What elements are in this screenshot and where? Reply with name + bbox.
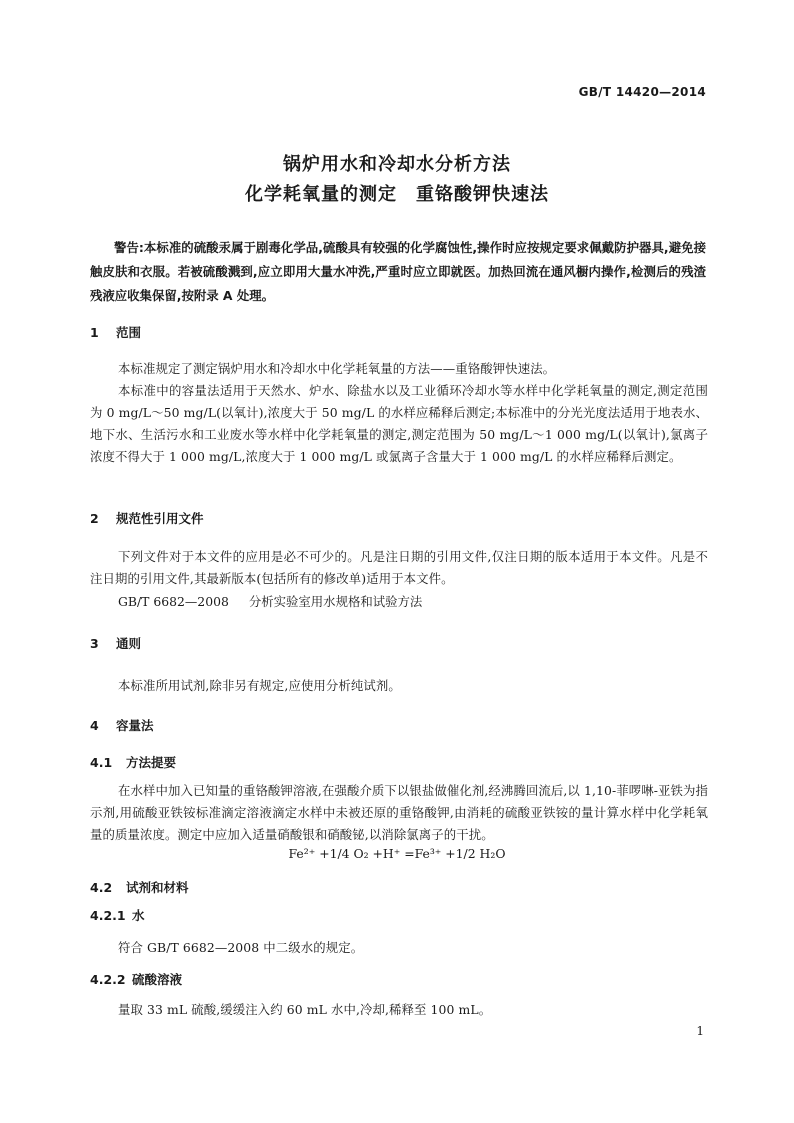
section-title: 规范性引用文件 [116, 511, 204, 526]
section-title: 水 [132, 908, 145, 923]
section-number: 3 [90, 636, 99, 651]
section-number: 4.2 [90, 880, 113, 895]
section-3-heading [90, 634, 141, 652]
section-4-heading [90, 716, 154, 734]
section-4-2-1-heading [90, 906, 145, 924]
section-title: 方法提要 [126, 755, 177, 770]
section-1-paragraph-2: 本标准中的容量法适用于天然水、炉水、除盐水以及工业循环冷却水等水样中化学耗氧量的测定,测定范围为 0 mg/L～50 mg/L(以氧计),浓度大于 50 mg/L 的水样应稀释后测定;本标准中的分光光度法适用于地表水、地下水、生活污水和工业废水等水样中化学耗氧量的测定,测定范围为 50 mg/L～1 000 mg/L(以氧计),氯离子浓度不得大于 1 000 mg/L,浓度大于 1 000 mg/L 或氯离子含量大于 1 000 mg/L 的水样应稀释后测定。 [90, 383, 708, 464]
document-title-line-1: 锅炉用水和冷却水分析方法 [283, 154, 511, 175]
reaction-equation: Fe²⁺ +1/4 O₂ +H⁺ =Fe³⁺ +1/2 H₂O [288, 846, 506, 861]
section-4-2-2-paragraph-1: 量取 33 mL 硫酸,缓缓注入约 60 mL 水中,冷却,稀释至 100 mL。 [118, 1002, 492, 1017]
section-4-2-2-heading [90, 970, 182, 988]
section-title: 硫酸溶液 [132, 972, 183, 987]
document-title-line-2: 化学耗氧量的测定 重铬酸钾快速法 [245, 184, 549, 205]
section-number: 4.1 [90, 755, 113, 770]
section-title: 试剂和材料 [126, 880, 189, 895]
section-title: 容量法 [116, 718, 154, 733]
section-2-paragraph-1: 下列文件对于本文件的应用是必不可少的。凡是注日期的引用文件,仅注日期的版本适用于本文件。凡是不注日期的引用文件,其最新版本(包括所有的修改单)适用于本文件。 [90, 549, 708, 586]
safety-warning: 警告:本标准的硫酸汞属于剧毒化学品,硫酸具有较强的化学腐蚀性,操作时应按规定要求佩戴防护器具,避免接触皮肤和衣服。若被硫酸溅到,应立即用大量水冲洗,严重时应立即就医。加热回流在通风橱内操作,检测后的残渣残液应收集保留,按附录 A 处理。 [90, 240, 706, 303]
section-title: 范围 [116, 325, 142, 340]
section-1-paragraph-1: 本标准规定了测定锅炉用水和冷却水中化学耗氧量的方法——重铬酸钾快速法。 [118, 361, 556, 376]
normative-reference-item [118, 592, 422, 610]
section-number: 1 [90, 325, 99, 340]
section-3-paragraph-1: 本标准所用试剂,除非另有规定,应使用分析纯试剂。 [118, 678, 401, 693]
standard-code-header: GB/T 14420—2014 [578, 85, 706, 99]
section-number: 4.2.1 [90, 908, 126, 923]
section-number: 2 [90, 511, 99, 526]
section-2-heading [90, 509, 204, 527]
section-4-2-1-paragraph-1: 符合 GB/T 6682—2008 中二级水的规定。 [118, 940, 364, 955]
reference-code: GB/T 6682—2008 [118, 594, 229, 609]
section-4-1-heading [90, 753, 176, 771]
reference-title: 分析实验室用水规格和试验方法 [248, 594, 423, 609]
section-number: 4 [90, 718, 99, 733]
section-4-1-paragraph-1: 在水样中加入已知量的重铬酸钾溶液,在强酸介质下以银盐做催化剂,经沸腾回流后,以 1,10-菲啰啉-亚铁为指示剂,用硫酸亚铁铵标准滴定溶液滴定水样中未被还原的重铬酸钾,由消耗的硫酸亚铁铵的量计算水样中化学耗氧量的质量浓度。测定中应加入适量硝酸银和硝酸铋,以消除氯离子的干扰。 [90, 783, 708, 842]
section-number: 4.2.2 [90, 972, 126, 987]
section-4-2-heading [90, 878, 189, 896]
page-number: 1 [696, 1024, 704, 1038]
section-1-heading [90, 323, 141, 341]
section-title: 通则 [116, 636, 142, 651]
